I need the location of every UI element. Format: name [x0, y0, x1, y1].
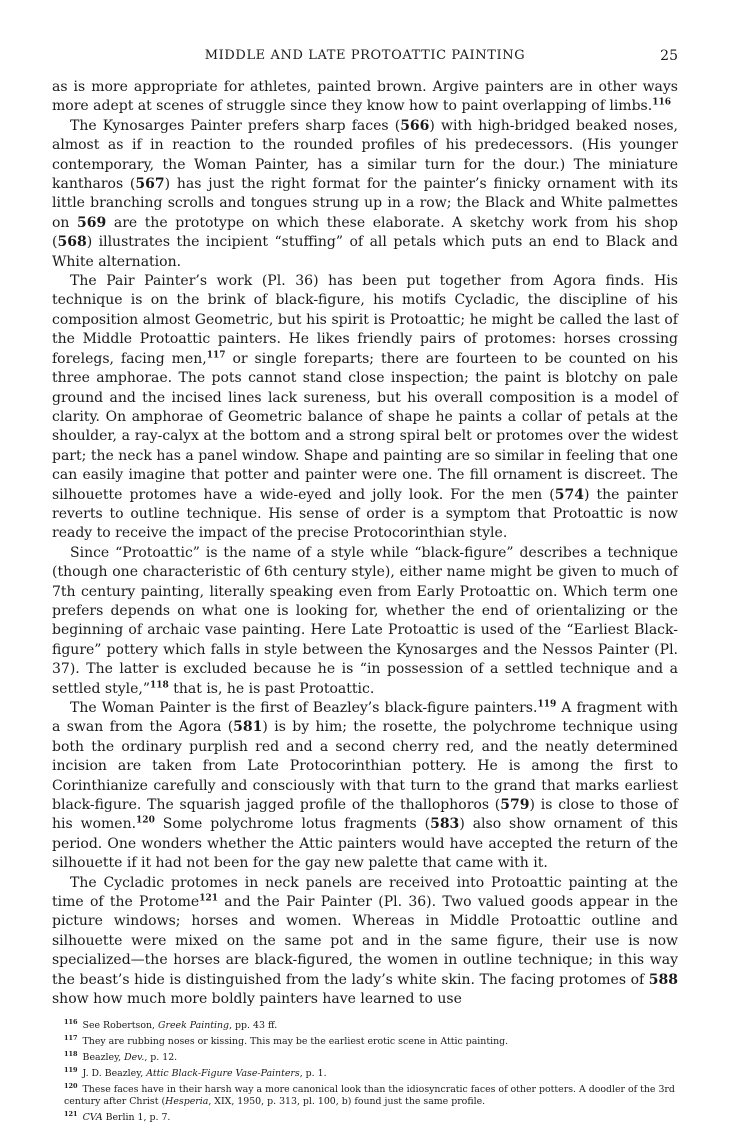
footnote-ref: 116 — [652, 98, 671, 108]
text-run: ) has just the right format for the painter’s finicky ornament with its little branching scrolls and tongues strung up in a row; the Black and White palmettes on — [52, 176, 678, 231]
text-run: ) with high-bridged beaked noses, almost as if in reaction to the rounded profiles of his predecessors. (His younger contemporary, the Woman Painter, has a similar turn for the dour.) The miniature kantharos ( — [52, 118, 678, 192]
footnote-ref: 118 — [150, 680, 169, 690]
text-run: as is more appropriate for athletes, painted brown. Argive painters are in other ways more adept at scenes of struggle since they know how to paint overlapping of limbs. — [52, 79, 678, 114]
body-text — [52, 78, 678, 1010]
catalogue-number: 574 — [555, 487, 584, 503]
text-run: A fragment with a swan from the Agora ( — [52, 700, 678, 735]
text-run: and the Pair Painter (Pl. 36). Two valued goods appear in the picture windows; horses and women. Whereas in Middle Protoattic outline and silhouette were mixed on the same pot and in the same figure, their use is now specialized—the horses are black-figured, the women in outline technique; in this way the beast’s hide is distinguished from the lady’s white skin. The facing protomes of — [52, 894, 678, 988]
footnote-ref: 120 — [64, 1082, 78, 1090]
page — [52, 44, 678, 1124]
paragraph — [52, 544, 678, 699]
catalogue-number: 567 — [135, 176, 164, 192]
catalogue-number: 566 — [400, 118, 429, 134]
catalogue-number: 569 — [77, 215, 106, 231]
italic-title: Dev. — [124, 1052, 144, 1063]
text-run: Since “Protoattic” is the name of a style while “black-figure” describes a technique (though one characteristic of 6th century style), either name might be given to much of 7th century painting, literally speaking even from Early Protoattic on. Which term one prefers depends on what one is looking for, whether the end of orientalizing or the beginning of archaic vase painting. Here Late Protoattic is used of the “Earliest Black-figure” pottery which falls in style between the Kynosarges and the Nessos Painter (Pl. 37). The latter is excluded because he is “in possession of a settled technique and a settled style,” — [52, 545, 678, 697]
page-number: 25 — [660, 48, 678, 64]
footnote-ref: 121 — [64, 1110, 78, 1118]
italic-title: Greek Painting — [158, 1020, 229, 1031]
text-run: The Woman Painter is the first of Beazley’s black-figure painters. — [70, 700, 537, 716]
catalogue-number: 579 — [500, 797, 529, 813]
text-run: show how much more boldly painters have learned to use — [52, 991, 462, 1007]
footnote-ref: 116 — [64, 1018, 78, 1026]
text-run: They are rubbing noses or kissing. This may be the earliest erotic scene in Attic painting. — [80, 1036, 509, 1047]
footnote-ref: 119 — [537, 699, 556, 709]
footnote-ref: 120 — [136, 816, 155, 826]
italic-title: Hesperia — [165, 1096, 208, 1107]
text-run: ) illustrates the incipient “stuffing” of all petals which puts an end to Black and White alternation. — [52, 234, 678, 269]
text-run: Beazley, — [80, 1052, 125, 1063]
paragraph — [52, 117, 678, 272]
catalogue-number: 581 — [233, 719, 262, 735]
text-run: See Robertson, — [80, 1020, 158, 1031]
footnote — [52, 1064, 678, 1080]
text-run: The Kynosarges Painter prefers sharp faces ( — [70, 118, 400, 134]
footnote-ref: 118 — [64, 1050, 78, 1058]
text-run: ) also show ornament of this period. One wonders whether the Attic painters would have accepted the return of the silhouette if it had not been for the gay new palette that came with it. — [52, 816, 678, 871]
paragraph — [52, 699, 678, 874]
text-run: These faces have in their harsh way a more canonical look than the idiosyncratic faces of other potters. A doodler of the 3rd century after Christ ( — [64, 1084, 675, 1107]
text-run: are the prototype on which these elaborate. A sketchy work from his shop ( — [52, 215, 678, 250]
running-header — [52, 44, 678, 68]
footnotes — [52, 1016, 678, 1124]
text-run: The Pair Painter’s work (Pl. 36) has been put together from Agora finds. His technique is on the brink of black-figure, his motifs Cycladic, the discipline of his composition almost Geometric, but his spirit is Protoattic; he might be called the last of the Middle Protoattic painters. He likes friendly pairs of protomes: horses crossing forelegs, facing men, — [52, 273, 678, 367]
text-run: , XIX, 1950, p. 313, pl. 100, b) found just the same profile. — [208, 1096, 485, 1107]
text-run: that is, he is past Protoattic. — [169, 681, 374, 697]
running-title: MIDDLE AND LATE PROTOATTIC PAINTING — [52, 48, 678, 63]
text-run: , pp. 43 ff. — [229, 1020, 277, 1031]
italic-title: Attic Black-Figure Vase-Painters — [146, 1068, 299, 1079]
catalogue-number: 588 — [649, 972, 678, 988]
footnote — [52, 1048, 678, 1064]
text-run: or single foreparts; there are fourteen to be counted on his three amphorae. The pots cannot stand close inspection; the paint is blotchy on pale ground and the incised lines lack sureness, but his overall composition is a model of clarity. On amphorae of Geometric balance of shape he paints a collar of petals at the shoulder, a ray-calyx at the bottom and a strong spiral belt or protomes over the widest part; the neck has a panel window. Shape and painting are so similar in feeling that one can easily imagine that potter and painter were one. The fill ornament is discreet. The silhouette protomes have a wide-eyed and jolly look. For the men ( — [52, 351, 678, 503]
text-run: ) the painter reverts to outline technique. His sense of order is a symptom that Protoattic is now ready to receive the impact of the precise Protocorinthian style. — [52, 487, 678, 542]
footnote-ref: 117 — [207, 350, 226, 360]
text-run: The Cycladic protomes in neck panels are received into Protoattic painting at the time of the Protome — [52, 875, 678, 910]
footnote-ref: 119 — [64, 1066, 78, 1074]
catalogue-number: 568 — [57, 234, 86, 250]
footnote — [52, 1032, 678, 1048]
footnote — [52, 1108, 678, 1124]
paragraph — [52, 874, 678, 1010]
footnote-ref: 121 — [199, 893, 218, 903]
text-run: , p. 12. — [144, 1052, 177, 1063]
paragraph — [52, 272, 678, 544]
italic-title: CVA — [83, 1112, 103, 1123]
text-run: , p. 1. — [300, 1068, 327, 1079]
catalogue-number: 583 — [430, 816, 459, 832]
text-run: J. D. Beazley, — [80, 1068, 147, 1079]
paragraph — [52, 78, 678, 117]
footnote — [52, 1080, 678, 1108]
footnote-ref: 117 — [64, 1034, 78, 1042]
text-run: ) is by him; the rosette, the polychrome technique using both the ordinary purplish red and a second cherry red, and the neatly determined incision are taken from Late Protocorinthian pottery. He is among the first to Corinthianize carefully and consciously with that turn to the grand that marks earliest black-figure. The squarish jagged profile of the thallophoros ( — [52, 719, 678, 813]
text-run: ) is close to those of his women. — [52, 797, 678, 832]
text-run: Berlin 1, p. 7. — [103, 1112, 171, 1123]
text-run: Some polychrome lotus fragments ( — [155, 816, 430, 832]
